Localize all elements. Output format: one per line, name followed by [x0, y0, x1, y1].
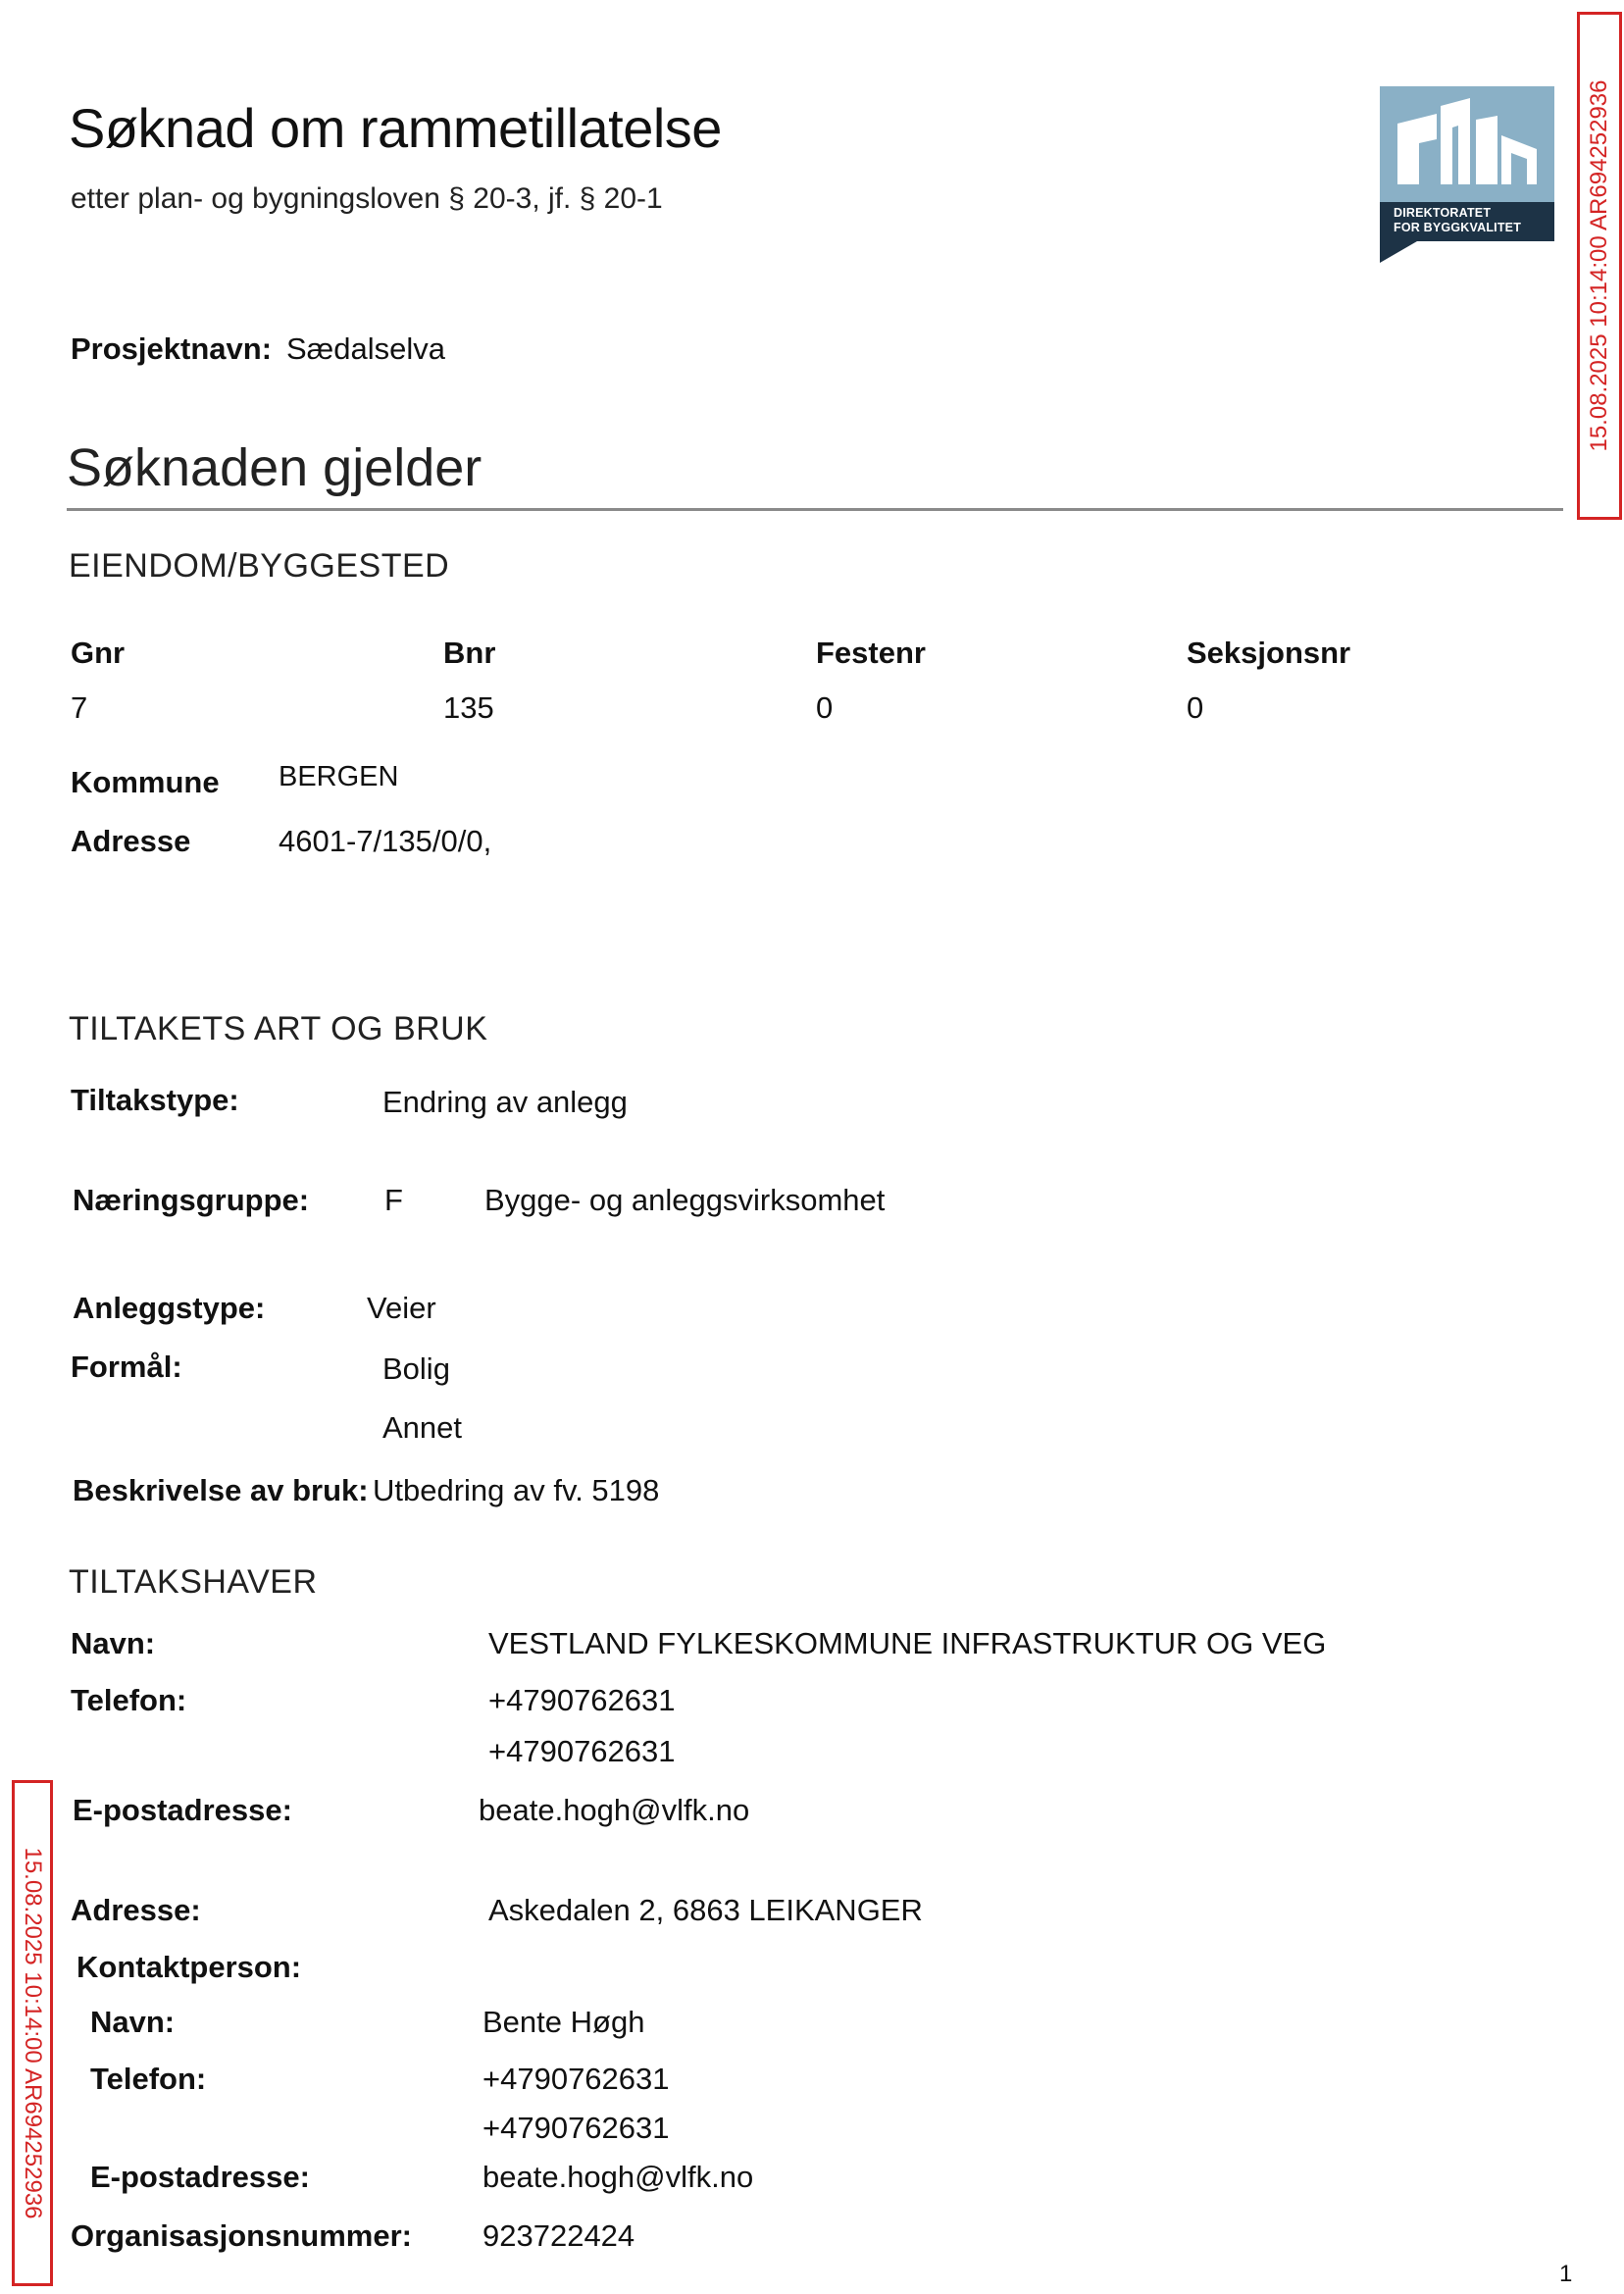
section-divider: [67, 508, 1563, 511]
naeringsgruppe-value: Bygge- og anleggsvirksomhet: [484, 1183, 886, 1217]
archive-stamp-right-text: 15.08.2025 10:14:00 AR694252936: [1586, 79, 1612, 452]
tiltakshaver-heading: TILTAKSHAVER: [69, 1563, 318, 1601]
page-subtitle: etter plan- og bygningsloven § 20-3, jf. § 20-1: [71, 182, 663, 215]
kontaktperson-label: Kontaktperson:: [76, 1950, 302, 1984]
section-title: Søknaden gjelder: [67, 438, 482, 497]
dibk-logo: [1380, 86, 1554, 275]
eiendom-heading: EIENDOM/BYGGESTED: [69, 547, 450, 585]
tiltakshaver-navn-label: Navn:: [71, 1626, 156, 1660]
kontakt-epost-value: beate.hogh@vlfk.no: [482, 2160, 754, 2194]
kontakt-epost-label: E-postadresse:: [90, 2160, 310, 2194]
kommune-label: Kommune: [71, 765, 220, 799]
adresse-label: Adresse: [71, 824, 191, 858]
naeringsgruppe-label: Næringsgruppe:: [73, 1183, 310, 1217]
tiltakshaver-telefon-label: Telefon:: [71, 1683, 187, 1717]
beskrivelse-label: Beskrivelse av bruk:: [73, 1473, 369, 1507]
tiltakshaver-telefon-value-2: +4790762631: [488, 1734, 676, 1768]
anleggstype-value: Veier: [367, 1291, 436, 1325]
anleggstype-label: Anleggstype:: [73, 1291, 266, 1325]
kontakt-telefon-value-2: +4790762631: [482, 2111, 670, 2145]
tiltakshaver-epost-label: E-postadresse:: [73, 1793, 292, 1827]
kontakt-navn-label: Navn:: [90, 2005, 176, 2039]
archive-stamp-left-text: 15.08.2025 10:14:00 AR694252936: [20, 1847, 46, 2219]
adresse-value: 4601-7/135/0/0,: [279, 824, 492, 858]
project-label: Prosjektnavn:: [71, 331, 273, 366]
tiltak-heading: TILTAKETS ART OG BRUK: [69, 1010, 488, 1047]
archive-stamp-left: [12, 1780, 53, 2286]
kontakt-telefon-label: Telefon:: [90, 2062, 207, 2096]
tiltakshaver-epost-value: beate.hogh@vlfk.no: [479, 1793, 750, 1827]
column-header-bnr: Bnr: [443, 636, 496, 670]
seksjonsnr-value: 0: [1187, 690, 1204, 725]
logo-building-icon: [1380, 86, 1554, 202]
project-value: Sædalselva: [286, 331, 445, 366]
page-number: 1: [1559, 2261, 1573, 2287]
column-header-seksjonsnr: Seksjonsnr: [1187, 636, 1351, 670]
gnr-value: 7: [71, 690, 88, 725]
tiltakshaver-navn-value: VESTLAND FYLKESKOMMUNE INFRASTRUKTUR OG VEG: [488, 1626, 1327, 1660]
tiltakstype-value: Endring av anlegg: [382, 1085, 628, 1119]
logo-text: DIREKTORATET FOR BYGGKVALITET: [1394, 206, 1522, 234]
formal-value-2: Annet: [382, 1410, 463, 1445]
kontakt-telefon-value-1: +4790762631: [482, 2062, 670, 2096]
orgnr-label: Organisasjonsnummer:: [71, 2218, 412, 2253]
tiltakshaver-adresse-value: Askedalen 2, 6863 LEIKANGER: [488, 1893, 923, 1927]
tiltakstype-label: Tiltakstype:: [71, 1083, 239, 1117]
column-header-gnr: Gnr: [71, 636, 126, 670]
kommune-value: BERGEN: [279, 761, 399, 792]
formal-label: Formål:: [71, 1350, 182, 1384]
archive-stamp-right: [1577, 12, 1622, 520]
kontakt-navn-value: Bente Høgh: [482, 2005, 645, 2039]
beskrivelse-value: Utbedring av fv. 5198: [373, 1473, 660, 1507]
naeringsgruppe-code: F: [384, 1183, 403, 1217]
orgnr-value: 923722424: [482, 2218, 635, 2253]
tiltakshaver-adresse-label: Adresse:: [71, 1893, 201, 1927]
formal-value-1: Bolig: [382, 1351, 450, 1386]
page-title: Søknad om rammetillatelse: [69, 97, 722, 159]
festenr-value: 0: [816, 690, 834, 725]
tiltakshaver-telefon-value-1: +4790762631: [488, 1683, 676, 1717]
bnr-value: 135: [443, 690, 494, 725]
column-header-festenr: Festenr: [816, 636, 926, 670]
